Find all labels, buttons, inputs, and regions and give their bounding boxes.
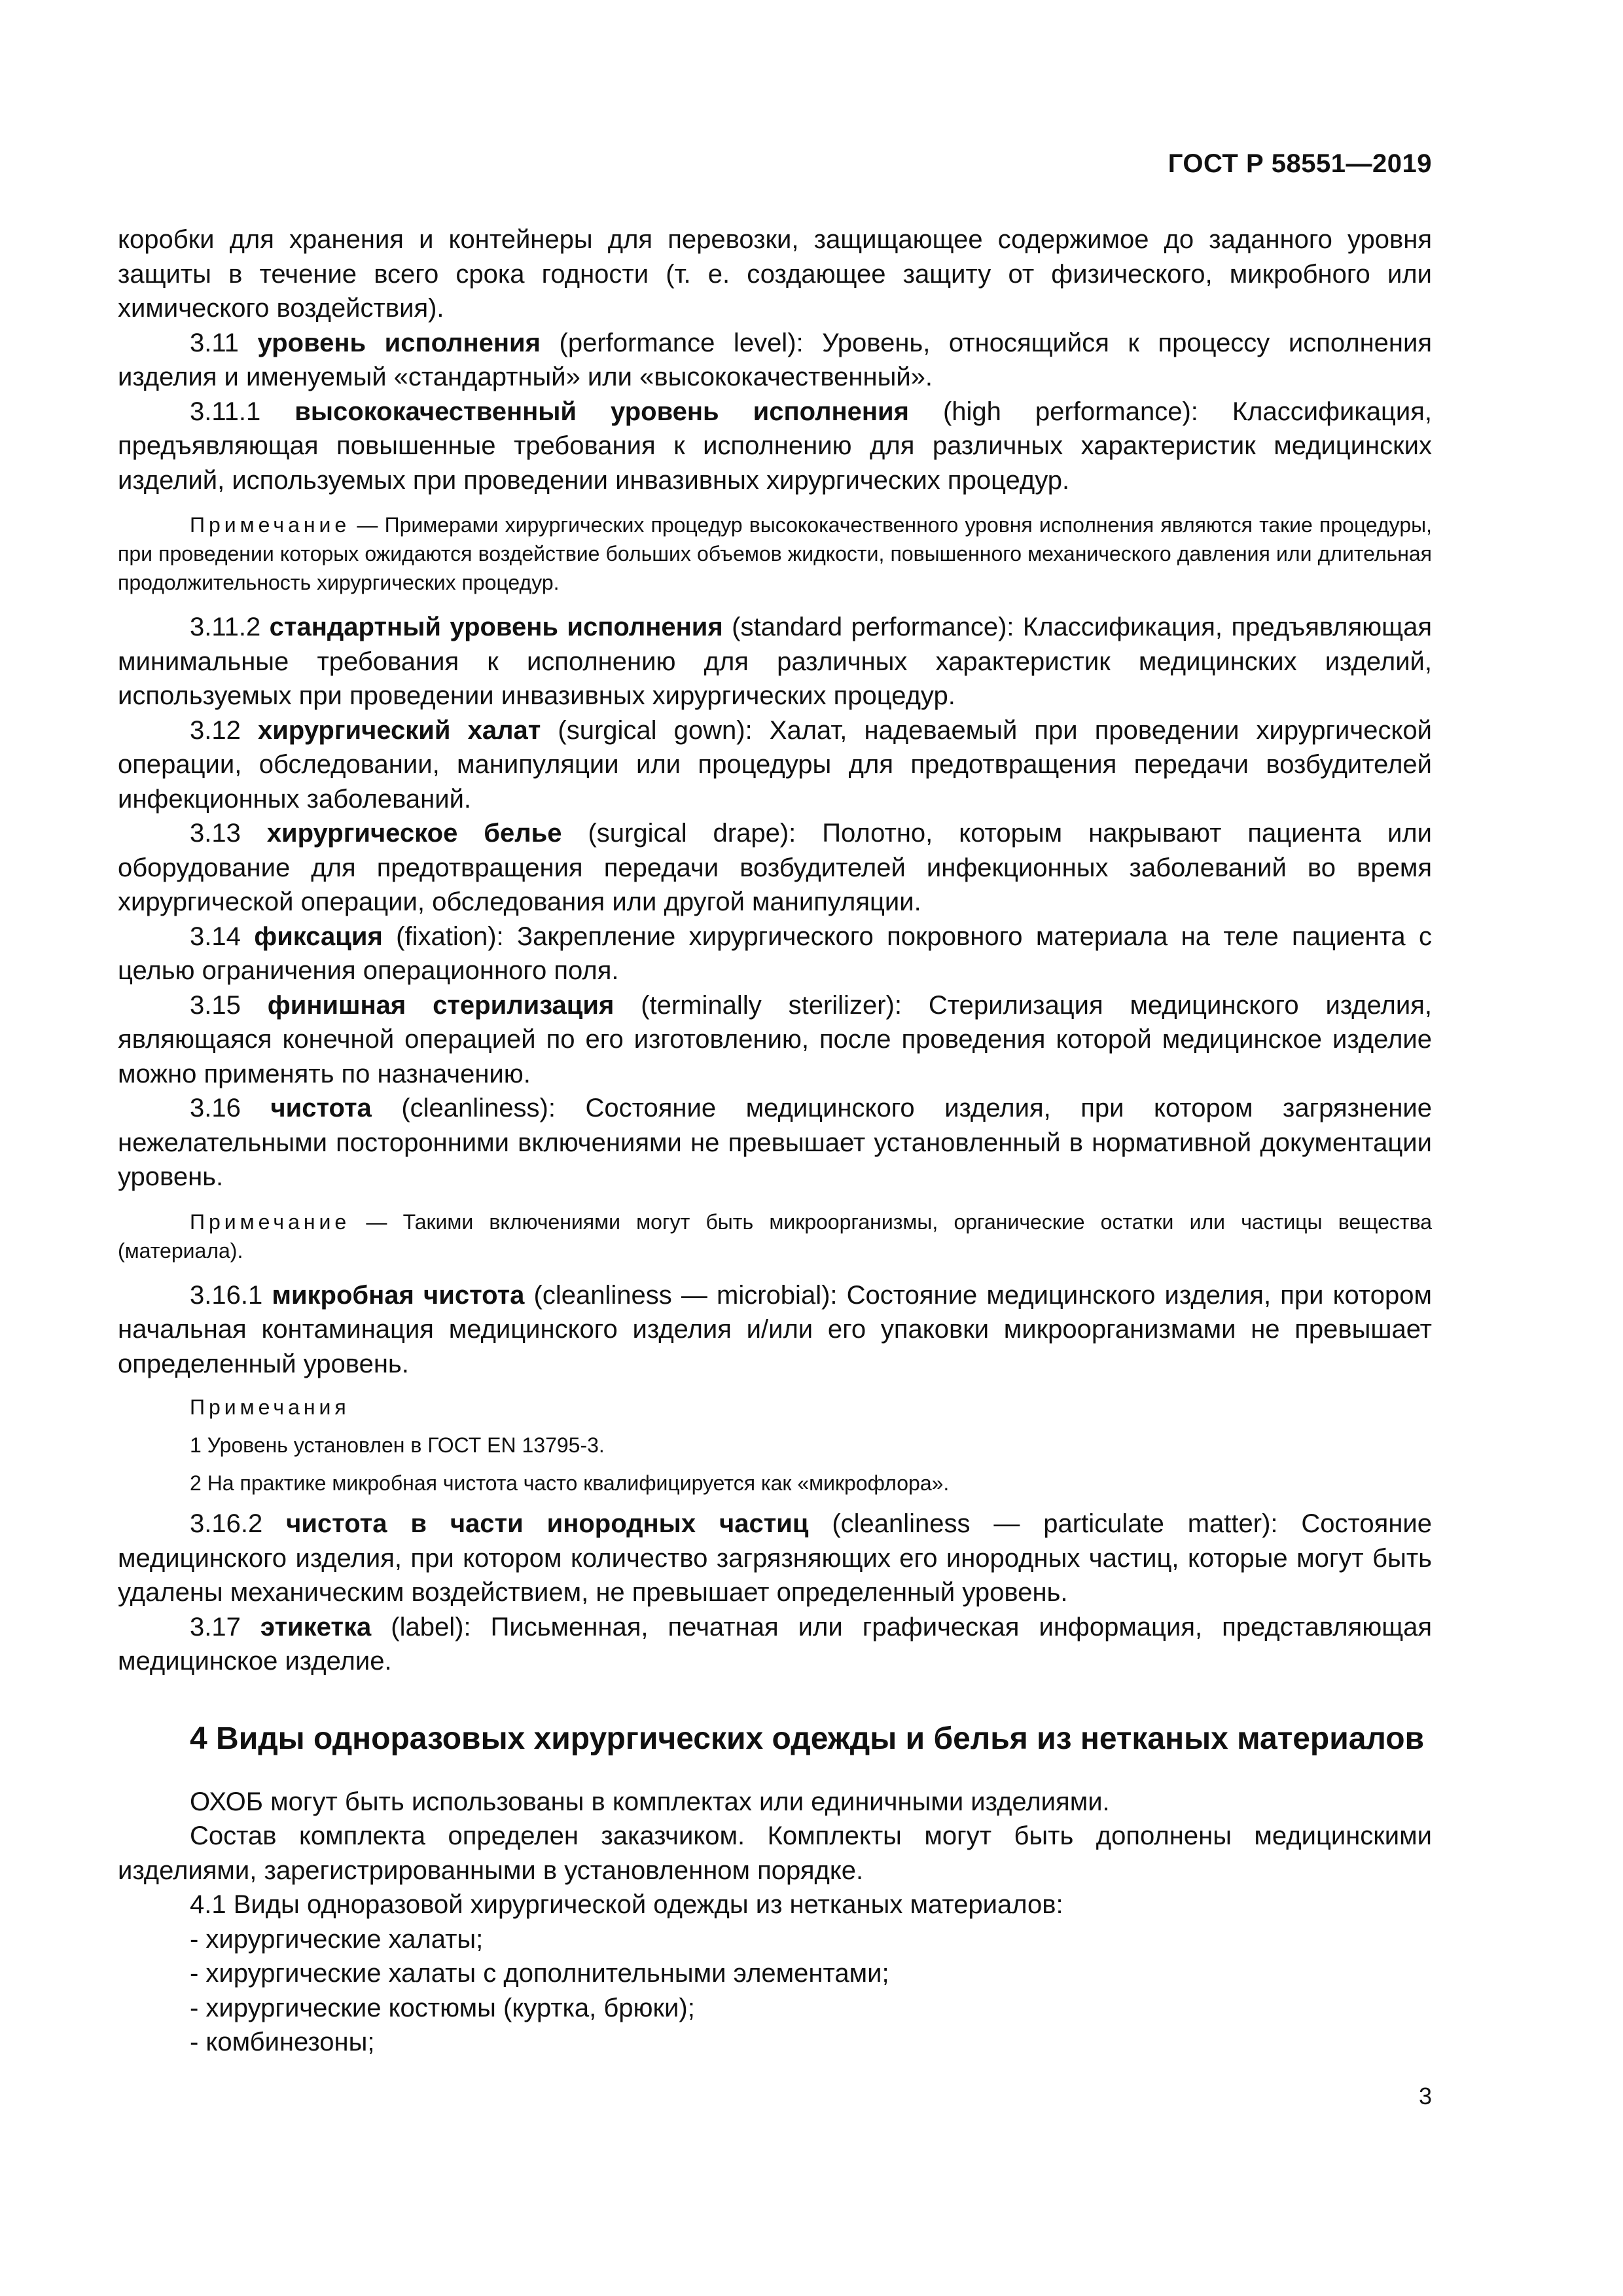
term-3-14 xyxy=(118,920,1432,988)
term-3-17 xyxy=(118,1610,1432,1679)
document-id-header: ГОСТ Р 58551—2019 xyxy=(1168,149,1432,178)
term-number: 3.11.2 xyxy=(190,613,270,641)
term-number: 3.13 xyxy=(190,819,267,848)
note-label: Примечание xyxy=(190,513,351,537)
term-name: высококачественный уровень исполнения xyxy=(294,397,909,426)
note-label: Примечание xyxy=(190,1210,351,1234)
section-4-heading: 4 Виды одноразовых хирургических одежды и белья из нетканых материалов xyxy=(190,1721,1425,1756)
term-number: 3.11.1 xyxy=(190,397,295,426)
term-name: этикетка xyxy=(260,1612,372,1641)
term-3-15 xyxy=(118,988,1432,1092)
term-name: хирургическое белье xyxy=(266,819,562,848)
term-name: чистота xyxy=(270,1094,372,1122)
term-name: финишная стерилизация xyxy=(267,990,615,1020)
term-number: 3.16 xyxy=(190,1094,271,1122)
term-definition: (standard performance): Классификация, предъявляющая минимальные требования к исполнению для различных характеристик медицинских изделий, используемых при проведении инвазивных хирургических процедур. xyxy=(118,613,1432,710)
note-item: 2 На практике микробная чистота часто квалифицируется как «микрофлора». xyxy=(190,1471,950,1495)
list-item: - хирургические костюмы (куртка, брюки); xyxy=(190,1993,695,2022)
term-name: чистота в части инородных частиц xyxy=(286,1509,809,1538)
term-definition: (cleanliness): Состояние медицинского изделия, при котором загрязнение нежелательными посторонними включениями не превышает установленный в нормативной документации уровень. xyxy=(118,1094,1432,1191)
section-4-1-paragraph: 4.1 Виды одноразовой хирургической одежды из нетканых материалов: xyxy=(190,1890,1063,1919)
note-2 xyxy=(118,1208,1432,1265)
term-number: 3.15 xyxy=(190,990,268,1020)
note-text: — Такими включениями могут быть микроорганизмы, органические остатки или частицы вещества (материала). xyxy=(118,1210,1432,1263)
term-definition: (high performance): Классификация, предъявляющая повышенные требования к исполнению для различных характеристик медицинских изделий, используемых при проведении инвазивных хирургических процедур. xyxy=(118,397,1433,495)
term-3-11 xyxy=(118,326,1432,395)
note-1 xyxy=(118,511,1432,597)
list-item: - хирургические халаты; xyxy=(190,1924,484,1954)
term-name: уровень исполнения xyxy=(257,328,541,357)
term-definition: (cleanliness — microbial): Состояние медицинского изделия, при котором начальная контаминация медицинского изделия и/или его упаковки микроорганизмами не превышает определенный уровень. xyxy=(118,1280,1433,1378)
term-definition: (label): Письменная, печатная или графическая информация, представляющая медицинское изделие. xyxy=(118,1612,1433,1676)
paragraph-continuation: коробки для хранения и контейнеры для перевозки, защищающее содержимое до заданного уровня защиты в течение всего срока годности (т. е. создающее защиту от физического, микробного или химического воздействия). xyxy=(118,225,1432,323)
term-number: 3.14 xyxy=(190,922,255,951)
term-number: 3.12 xyxy=(190,715,258,745)
term-definition: (performance level): Уровень, относящийся к процессу исполнения изделия и именуемый «стандартный» или «высококачественный». xyxy=(118,328,1432,391)
term-name: фиксация xyxy=(254,922,383,951)
document-body xyxy=(118,223,1432,2060)
term-name: стандартный уровень исполнения xyxy=(269,613,723,641)
term-3-11-2 xyxy=(118,610,1432,713)
term-3-13 xyxy=(118,816,1432,920)
term-definition: (cleanliness — particulate matter): Состояние медицинского изделия, при котором количество загрязняющих его инородных частиц, которые могут быть удалены механическим воздействием, не превышает определенный уровень. xyxy=(118,1509,1432,1607)
term-definition: (surgical drape): Полотно, которым накрывают пациента или оборудование для предотвращения передачи возбудителей инфекционных заболеваний во время хирургической операции, обследования или другой манипуляции. xyxy=(118,819,1432,916)
term-3-11-1 xyxy=(118,395,1432,498)
term-name: микробная чистота xyxy=(272,1280,525,1310)
term-3-16-1 xyxy=(118,1278,1432,1382)
term-3-16 xyxy=(118,1091,1432,1194)
section-4-paragraph: Состав комплекта определен заказчиком. Комплекты могут быть дополнены медицинскими изделиями, зарегистрированными в установленном порядке. xyxy=(118,1821,1432,1885)
term-name: хирургический халат xyxy=(257,715,541,745)
section-4-paragraph: ОХОБ могут быть использованы в комплектах или единичными изделиями. xyxy=(190,1787,1110,1816)
term-definition: (terminally sterilizer): Стерилизация медицинского изделия, являющаяся конечной операцией по его изготовлению, после проведения которой медицинское изделие можно применять по назначению. xyxy=(118,990,1433,1088)
term-3-12 xyxy=(118,713,1432,817)
term-3-16-2 xyxy=(118,1507,1432,1610)
term-definition: (surgical gown): Халат, надеваемый при проведении хирургической операции, обследовании, манипуляции или процедуры для предотвращения передачи возбудителей инфекционных заболеваний. xyxy=(118,715,1433,814)
note-item: 1 Уровень установлен в ГОСТ EN 13795-3. xyxy=(190,1433,605,1457)
term-number: 3.16.2 xyxy=(190,1509,287,1538)
note-text: — Примерами хирургических процедур высококачественного уровня исполнения являются такие процедуры, при проведении которых ожидаются воздействие больших объемов жидкости, повышенного механического давления или длительная продолжительность хирургических процедур. xyxy=(118,513,1432,594)
list-item: - хирургические халаты с дополнительными элементами; xyxy=(190,1959,889,1988)
page-number: 3 xyxy=(1418,2083,1432,2109)
term-number: 3.11 xyxy=(190,328,258,357)
term-number: 3.17 xyxy=(190,1612,260,1641)
term-definition: (fixation): Закрепление хирургического покровного материала на теле пациента с целью ограничения операционного поля. xyxy=(118,922,1432,985)
list-item: - комбинезоны; xyxy=(190,2028,375,2056)
term-number: 3.16.1 xyxy=(190,1280,272,1310)
notes-heading: Примечания xyxy=(190,1395,350,1419)
